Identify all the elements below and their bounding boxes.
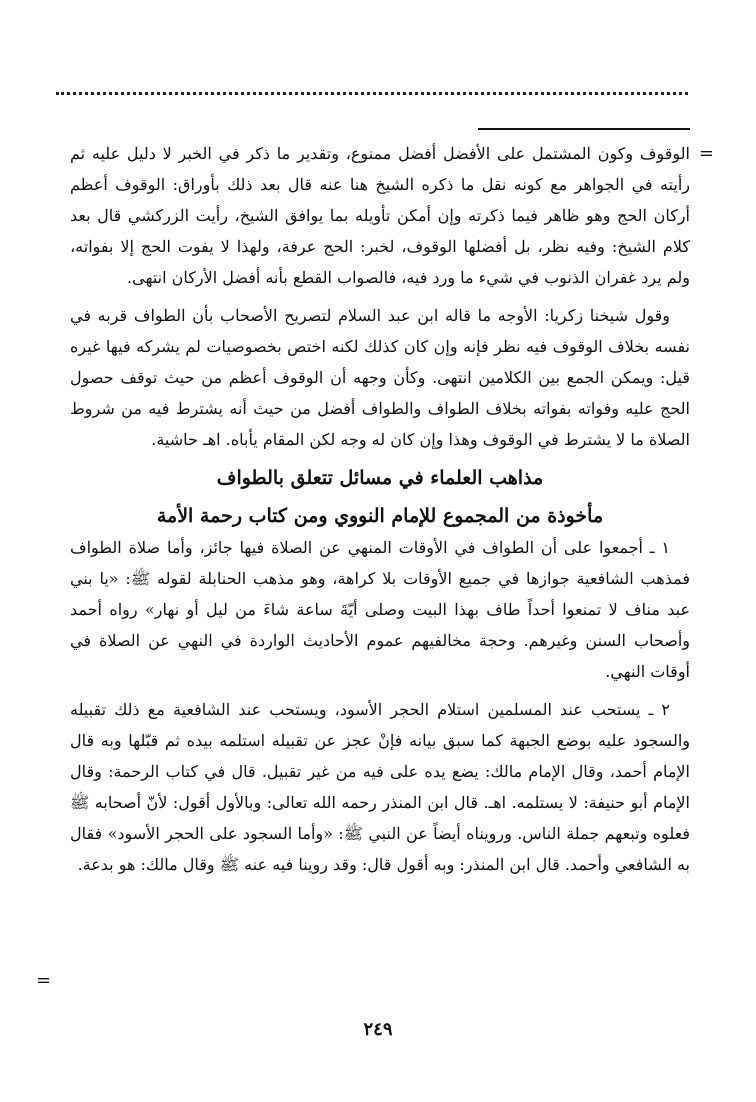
page-number: ٢٤٩: [363, 1019, 393, 1040]
section-heading-line-2: مأخوذة من المجموع للإمام النووي ومن كتاب رحمة الأمة: [156, 505, 604, 527]
continuation-mark-bottom: =: [36, 970, 52, 991]
footnote-separator-rule: [478, 128, 690, 130]
continuation-mark-top: =: [698, 143, 714, 164]
list-item-2: ٢ ـ يستحب عند المسلمين استلام الحجر الأسود، ويستحب عند الشافعية مع ذلك تقبيله والسجود عليه بوضع الجبهة كما سبق بيانه فإنْ عجز عن تقبيله استلمه بيده ثم قبّلها وبه قال الإمام أحمد، وقال الإمام مالك: يضع يده على فيه من غير تقبيل. قال في كتاب الرحمة: وقال الإمام أبو حنيفة: لا يستلمه. اهـ. قال ابن المنذر رحمه الله تعالى: وبالأول أقول: لأنّ أصحابه ﷺ فعلوه وتبعهم جملة الناس. ورويناه أيضاً عن النبي ﷺ: «وأما السجود على الحجر الأسود» فقال به الشافعي وأحمد. قال ابن المنذر: وبه أقول قال: وقد روينا فيه عنه ﷺ وقال مالك: هو بدعة.: [70, 700, 690, 874]
footnote-paragraph-2: وقول شيخنا زكريا: الأوجه ما قاله ابن عبد السلام لتصريح الأصحاب بأن الطواف قربه في نفسه بخلاف الوقوف فيه نظر فإنه وإن كان كذلك لكنه اختص بخصوصيات لم يشركه فيها غيره قيل: ويمكن الجمع بين الكلامين انتهى. وكأن وجهه أن الوقوف أعظم من حيث توقف حصول الحج عليه وفواته بفواته بخلاف الطواف والطواف أفضل من حيث أنه يشترط فيه من شروط الصلاة ما لا يشترط في الوقوف وهذا وإن كان له وجه لكن المقام يأباه. اهـ حاشية.: [70, 306, 690, 449]
footnote-paragraph-1: الوقوف وكون المشتمل على الأفضل أفضل ممنوع، وتقدير ما ذكر في الخبر لا دليل عليه ثم رأيته في الجواهر مع كونه نقل ما ذكره الشيخ هنا عنه قال بعد ذلك بأوراق: الوقوف أعظم أركان الحج وهو ظاهر فيما ذكرته وإن أمكن تأويله بما يوافق الشيخ، رأيت الزركشي قال بعد كلام الشيخ: وفيه نظر، بل أفضلها الوقوف، لخبر: الحج عرفة، ولهذا لا يفوت الحج إلا بفواته، ولم يرد غفران الذنوب في شيء ما ورد فيه، فالصواب القطع بأنه أفضل الأركان انتهى.: [70, 144, 691, 287]
section-heading-line-1: مذاهب العلماء في مسائل تتعلق بالطواف: [216, 467, 544, 489]
top-dotted-rule: [56, 92, 688, 95]
list-item-1: ١ ـ أجمعوا على أن الطواف في الأوقات المنهي عن الصلاة فيها جائز، وأما صلاة الطواف فمذهب الشافعية جوازها في جميع الأوقات بلا كراهة، وهو مذهب الحنابلة لقوله ﷺ: «يا بني عبد مناف لا تمنعوا أحداً طاف بهذا البيت وصلى أيّةَ ساعة شاءَ من ليل أو نهار» رواه أحمد وأصحاب السنن وغيرهم. وحجة مخالفيهم عموم الأحاديث الواردة في النهي عن الصلاة في أوقات النهي.: [70, 538, 690, 681]
page-content: [70, 138, 714, 887]
